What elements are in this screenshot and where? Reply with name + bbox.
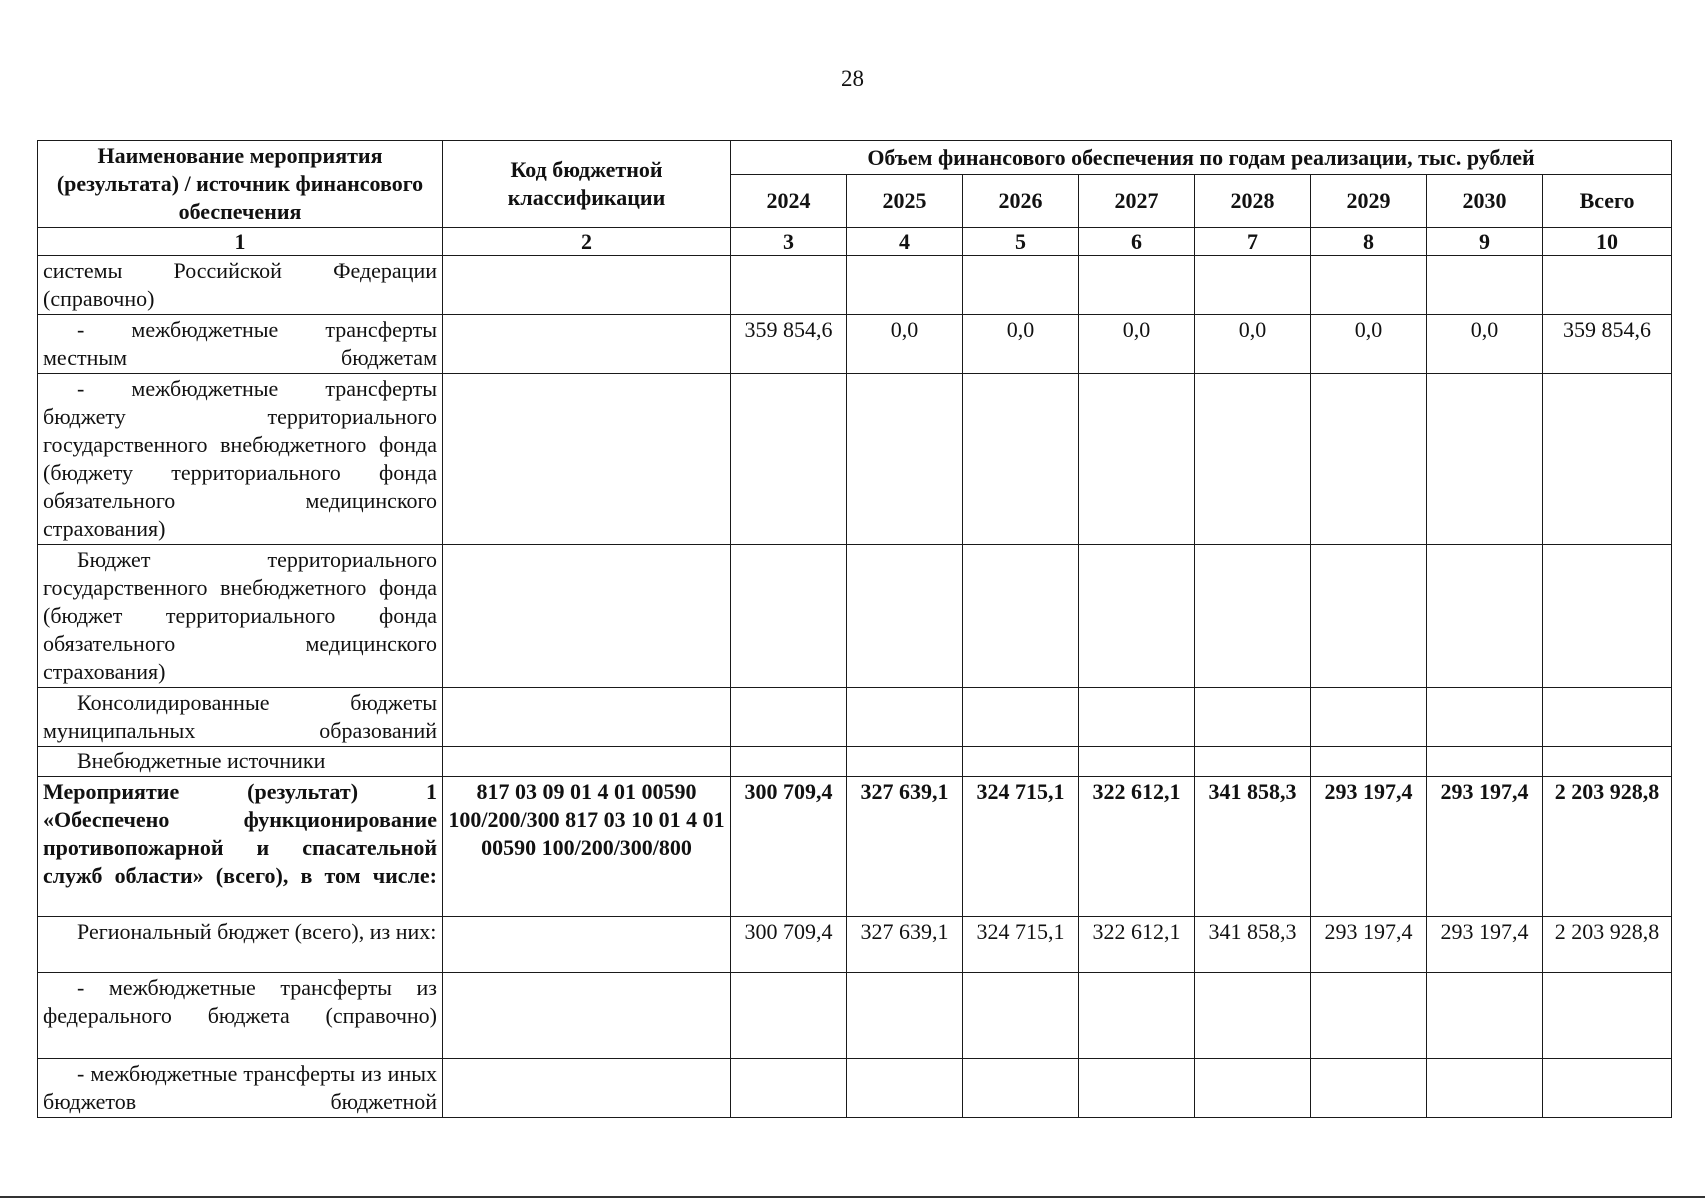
row-year-value <box>1311 374 1427 545</box>
row-year-value <box>1427 1059 1543 1118</box>
column-index: 4 <box>847 228 963 256</box>
row-total-value <box>1543 747 1672 777</box>
row-year-value: 293 197,4 <box>1427 917 1543 973</box>
row-code <box>443 545 731 688</box>
row-year-value: 322 612,1 <box>1079 777 1195 917</box>
row-year-value <box>1311 688 1427 747</box>
row-year-value: 293 197,4 <box>1311 777 1427 917</box>
table-row <box>38 917 1672 973</box>
row-name: - межбюджетные трансферты из федерального бюджета (справочно) <box>38 973 443 1059</box>
row-year-value <box>731 256 847 315</box>
row-year-value: 327 639,1 <box>847 917 963 973</box>
row-year-value: 300 709,4 <box>731 777 847 917</box>
row-year-value <box>1427 545 1543 688</box>
row-year-value <box>1079 688 1195 747</box>
row-total-value <box>1543 545 1672 688</box>
row-year-value <box>963 1059 1079 1118</box>
row-year-value <box>847 374 963 545</box>
column-index: 9 <box>1427 228 1543 256</box>
row-year-value: 359 854,6 <box>731 315 847 374</box>
column-index: 2 <box>443 228 731 256</box>
row-year-value <box>1079 747 1195 777</box>
header-year: 2029 <box>1311 175 1427 228</box>
table-row <box>38 256 1672 315</box>
row-year-value: 322 612,1 <box>1079 917 1195 973</box>
row-year-value <box>731 374 847 545</box>
row-year-value <box>1427 973 1543 1059</box>
row-year-value <box>963 747 1079 777</box>
row-year-value <box>1079 545 1195 688</box>
row-year-value <box>963 973 1079 1059</box>
row-year-value: 327 639,1 <box>847 777 963 917</box>
row-year-value <box>731 747 847 777</box>
row-year-value: 0,0 <box>1311 315 1427 374</box>
column-index: 8 <box>1311 228 1427 256</box>
row-code <box>443 917 731 973</box>
row-name: Бюджет территориального государственного внебюджетного фонда (бюджет территориального фонда обязательного медицинского страхования) <box>38 545 443 688</box>
header-total: Всего <box>1543 175 1672 228</box>
table-row <box>38 545 1672 688</box>
row-total-value: 2 203 928,8 <box>1543 777 1672 917</box>
row-name: Мероприятие (результат) 1 «Обеспечено функционирование противопожарной и спасательной служб области» (всего), в том числе: <box>38 777 443 917</box>
row-year-value: 300 709,4 <box>731 917 847 973</box>
row-year-value <box>1195 545 1311 688</box>
row-code <box>443 374 731 545</box>
row-year-value: 293 197,4 <box>1427 777 1543 917</box>
row-year-value: 324 715,1 <box>963 777 1079 917</box>
row-code: 817 03 09 01 4 01 00590 100/200/300 817 03 10 01 4 01 00590 100/200/300/800 <box>443 777 731 917</box>
row-year-value <box>1195 1059 1311 1118</box>
row-year-value: 0,0 <box>1195 315 1311 374</box>
row-total-value <box>1543 973 1672 1059</box>
row-name: Консолидированные бюджеты муниципальных образований <box>38 688 443 747</box>
row-name: - межбюджетные трансферты бюджету территориального государственного внебюджетного фонда (бюджету территориального фонда обязательного медицинского страхования) <box>38 374 443 545</box>
table-row <box>38 777 1672 917</box>
row-year-value <box>731 545 847 688</box>
row-total-value <box>1543 1059 1672 1118</box>
row-total-value <box>1543 256 1672 315</box>
table-row <box>38 688 1672 747</box>
header-year: 2024 <box>731 175 847 228</box>
row-year-value: 0,0 <box>963 315 1079 374</box>
header-volume: Объем финансового обеспечения по годам реализации, тыс. рублей <box>731 141 1672 175</box>
row-name: Внебюджетные источники <box>38 747 443 777</box>
table-row <box>38 315 1672 374</box>
row-year-value <box>1311 256 1427 315</box>
row-year-value: 324 715,1 <box>963 917 1079 973</box>
table-row <box>38 374 1672 545</box>
row-year-value <box>963 374 1079 545</box>
row-year-value <box>1195 973 1311 1059</box>
row-year-value <box>1427 688 1543 747</box>
row-year-value <box>1195 374 1311 545</box>
row-year-value <box>963 688 1079 747</box>
header-year: 2028 <box>1195 175 1311 228</box>
row-code <box>443 256 731 315</box>
row-name: - межбюджетные трансферты местным бюджетам <box>38 315 443 374</box>
row-year-value <box>731 688 847 747</box>
row-year-value <box>1079 1059 1195 1118</box>
header-code: Код бюджетной классификации <box>443 141 731 228</box>
column-index: 10 <box>1543 228 1672 256</box>
header-year: 2027 <box>1079 175 1195 228</box>
column-index: 5 <box>963 228 1079 256</box>
row-year-value <box>963 256 1079 315</box>
row-year-value <box>1427 374 1543 545</box>
header-name: Наименование мероприятия (результата) / источник финансового обеспечения <box>38 141 443 228</box>
row-year-value <box>1195 256 1311 315</box>
table-row <box>38 1059 1672 1118</box>
page-number: 28 <box>841 66 864 91</box>
column-index: 3 <box>731 228 847 256</box>
row-year-value <box>1311 747 1427 777</box>
row-total-value <box>1543 374 1672 545</box>
column-index: 1 <box>38 228 443 256</box>
row-year-value <box>1079 973 1195 1059</box>
row-code <box>443 688 731 747</box>
row-name: Региональный бюджет (всего), из них: <box>38 917 443 973</box>
row-year-value <box>847 545 963 688</box>
header-year: 2025 <box>847 175 963 228</box>
row-year-value <box>1079 256 1195 315</box>
row-code <box>443 315 731 374</box>
row-year-value <box>731 1059 847 1118</box>
header-year: 2026 <box>963 175 1079 228</box>
row-year-value <box>847 1059 963 1118</box>
row-year-value <box>847 973 963 1059</box>
row-total-value <box>1543 688 1672 747</box>
header-year: 2030 <box>1427 175 1543 228</box>
table-row <box>38 973 1672 1059</box>
row-year-value <box>847 256 963 315</box>
row-year-value <box>963 545 1079 688</box>
row-year-value <box>1311 1059 1427 1118</box>
column-index: 6 <box>1079 228 1195 256</box>
row-year-value: 0,0 <box>1079 315 1195 374</box>
row-year-value <box>731 973 847 1059</box>
row-total-value: 2 203 928,8 <box>1543 917 1672 973</box>
row-year-value <box>1311 545 1427 688</box>
row-year-value <box>1427 256 1543 315</box>
row-year-value: 293 197,4 <box>1311 917 1427 973</box>
row-year-value <box>1195 747 1311 777</box>
row-total-value: 359 854,6 <box>1543 315 1672 374</box>
row-year-value <box>1427 747 1543 777</box>
row-year-value: 0,0 <box>1427 315 1543 374</box>
row-year-value <box>847 747 963 777</box>
page-bottom-rule <box>0 1196 1705 1198</box>
row-year-value <box>847 688 963 747</box>
row-year-value <box>1195 688 1311 747</box>
row-year-value <box>1311 973 1427 1059</box>
row-year-value <box>1079 374 1195 545</box>
row-name: - межбюджетные трансферты из иных бюджетов бюджетной <box>38 1059 443 1118</box>
table-row <box>38 747 1672 777</box>
row-code <box>443 973 731 1059</box>
row-year-value: 341 858,3 <box>1195 777 1311 917</box>
financing-table <box>37 140 1672 1118</box>
row-year-value: 0,0 <box>847 315 963 374</box>
row-year-value: 341 858,3 <box>1195 917 1311 973</box>
row-code <box>443 747 731 777</box>
column-index: 7 <box>1195 228 1311 256</box>
row-name: системы Российской Федерации (справочно) <box>38 256 443 315</box>
row-code <box>443 1059 731 1118</box>
